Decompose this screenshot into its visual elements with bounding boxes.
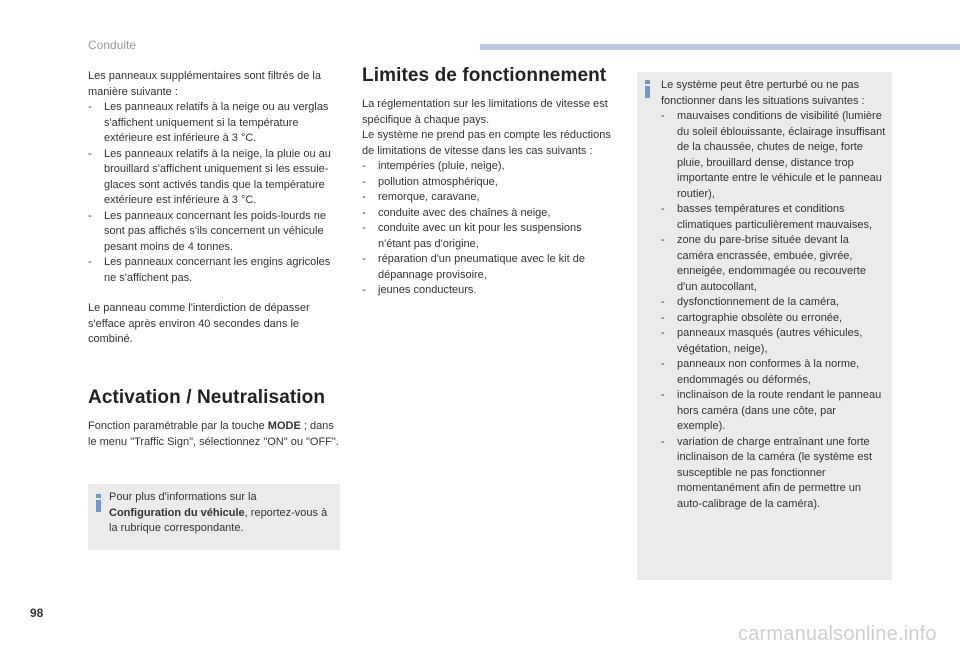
filters-list <box>88 100 340 286</box>
limites-list <box>362 159 617 299</box>
list-item: - variation de charge entraînant une forte inclinaison de la caméra (le système est susceptible ne pas fonctionner momentanément afin de permettre un auto-calibrage de la caméra). <box>661 435 887 513</box>
info-text-after: , reportez-vous à la rubrique correspondante. <box>109 506 328 534</box>
filters-intro: Les panneaux supplémentaires sont filtrés de la manière suivante : <box>88 70 321 98</box>
list-item: - mauvaises conditions de visibilité (lumière du soleil éblouissante, éclairage insuffisant de la chaussée, chutes de neige, forte pluie, brouillard dense, distance trop importante entre le véhicule et le panneau routier), <box>661 109 887 202</box>
column-filters <box>88 69 340 348</box>
list-item: - conduite avec des chaînes à neige, <box>362 206 617 222</box>
info-icon <box>645 80 650 98</box>
list-item: - Les panneaux concernant les engins agricoles ne s'affichent pas. <box>88 255 340 286</box>
section-title: Conduite <box>88 38 137 52</box>
list-item: - Les panneaux concernant les poids-lourds ne sont pas affichés s'ils concernent un véhicule pesant moins de 4 tonnes. <box>88 209 340 256</box>
list-item: - réparation d'un pneumatique avec le kit de dépannage provisoire, <box>362 252 617 283</box>
activation-text-before: Fonction paramétrable par la touche <box>88 420 268 432</box>
list-item: - basses températures et conditions climatiques particulièrement mauvaises, <box>661 202 887 233</box>
page-number: 98 <box>30 606 44 620</box>
mode-key-label: MODE <box>267 420 301 432</box>
list-item: - panneaux masqués (autres véhicules, végétation, neige), <box>661 326 887 357</box>
panel-note: Le panneau comme l'interdiction de dépasser s'efface après environ 40 secondes dans le combiné. <box>88 302 310 345</box>
perturbations-list <box>661 109 887 512</box>
list-item: - conduite avec un kit pour les suspensions n'étant pas d'origine, <box>362 221 617 252</box>
header-bar <box>480 44 960 50</box>
list-item: - intempéries (pluie, neige), <box>362 159 617 175</box>
list-item: - pollution atmosphérique, <box>362 175 617 191</box>
activation-text-after: ; dans le menu "Traffic Sign", sélectionnez "ON" ou "OFF". <box>88 420 339 448</box>
list-item: - panneaux non conformes à la norme, endommagés ou déformés, <box>661 357 887 388</box>
list-item: - dysfonctionnement de la caméra, <box>661 295 887 311</box>
perturbations-intro: Le système peut être perturbé ou ne pas fonctionner dans les situations suivantes : <box>661 79 865 107</box>
activation-text <box>88 419 340 450</box>
configuration-link: Configuration du véhicule <box>109 506 245 519</box>
list-item: - cartographie obsolète ou erronée, <box>661 311 887 327</box>
limites-intro-2: Le système ne prend pas en compte les réductions de limitations de vitesse dans les cas suivants : <box>362 129 611 157</box>
list-item: - Les panneaux relatifs à la neige, la pluie ou au brouillard s'affichent uniquement si les essuie-glaces sont activés tandis que la température extérieure est inférieure à 3 °C. <box>88 147 340 209</box>
column-limites <box>362 64 617 299</box>
info-icon <box>96 494 101 512</box>
list-item: - Les panneaux relatifs à la neige ou au verglas s'affichent uniquement si la température extérieure est inférieure à 3 °C. <box>88 100 340 147</box>
activation-heading: Activation / Neutralisation <box>88 387 326 408</box>
list-item: - remorque, caravane, <box>362 190 617 206</box>
info-configuration-text <box>109 490 329 537</box>
info-text-before: Pour plus d'informations sur la <box>109 491 257 503</box>
list-item: - zone du pare-brise située devant la caméra encrassée, embuée, givrée, enneigée, endommagée ou recouverte d'un autocollant, <box>661 233 887 295</box>
limites-heading: Limites de fonctionnement <box>362 65 607 86</box>
list-item: - jeunes conducteurs. <box>362 283 617 299</box>
limites-intro-1: La réglementation sur les limitations de vitesse est spécifique à chaque pays. <box>362 98 608 126</box>
watermark: carmanualsonline.info <box>738 623 937 645</box>
list-item: - inclinaison de la route rendant le panneau hors caméra (dans une côte, par exemple). <box>661 388 887 435</box>
column-perturbations <box>661 78 887 512</box>
